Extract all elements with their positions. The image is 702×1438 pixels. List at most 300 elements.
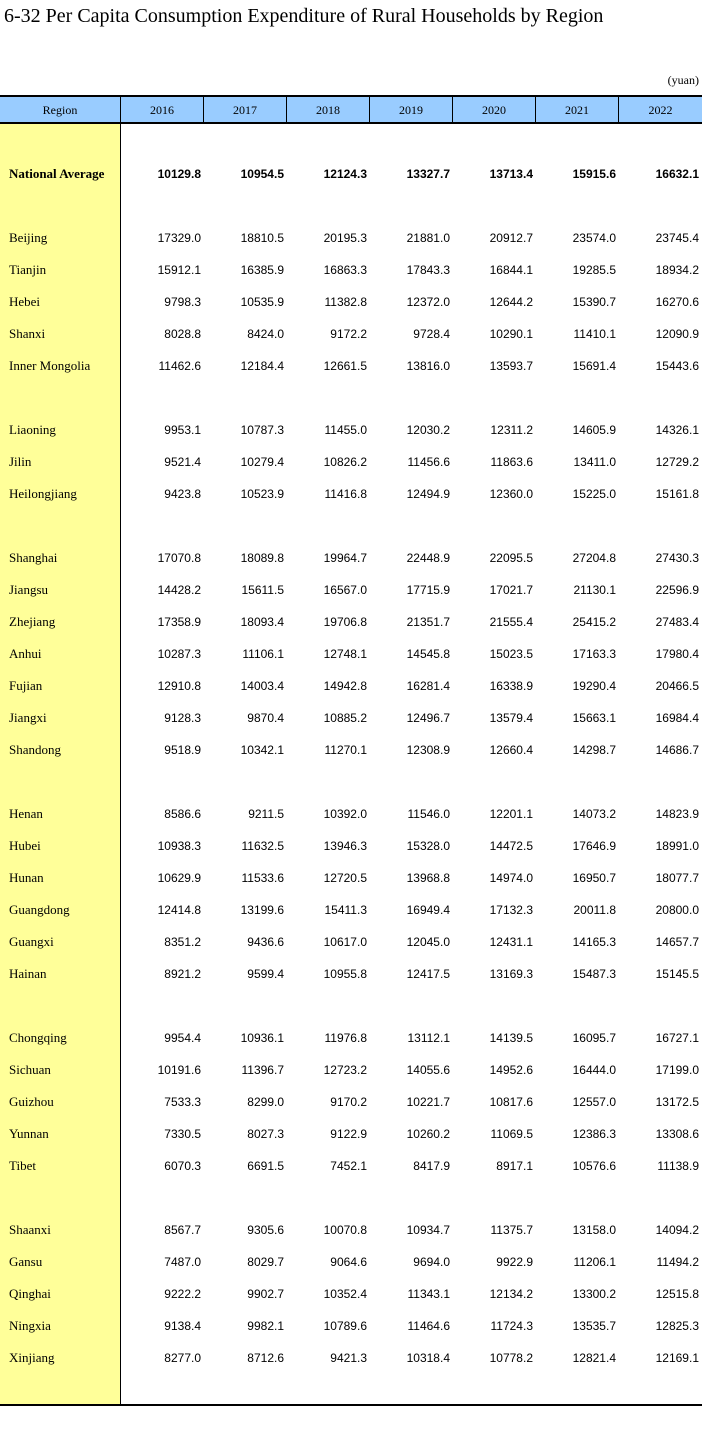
value-cell: 6691.5 bbox=[247, 1159, 284, 1173]
table-row bbox=[0, 1284, 702, 1304]
value-cell: 8029.7 bbox=[247, 1255, 284, 1269]
value-cell: 14003.4 bbox=[240, 679, 284, 693]
value-cell: 9902.7 bbox=[247, 1287, 284, 1301]
value-cell: 12045.0 bbox=[406, 935, 450, 949]
value-cell: 13579.4 bbox=[489, 711, 533, 725]
value-cell: 10352.4 bbox=[323, 1287, 367, 1301]
value-cell: 14657.7 bbox=[655, 935, 699, 949]
value-cell: 12417.5 bbox=[406, 967, 450, 981]
value-cell: 14139.5 bbox=[489, 1031, 533, 1045]
value-cell: 9518.9 bbox=[164, 743, 201, 757]
value-cell: 12496.7 bbox=[406, 711, 450, 725]
value-cell: 20195.3 bbox=[323, 231, 367, 245]
header-year: 2016 bbox=[121, 97, 204, 122]
table-row bbox=[0, 836, 702, 856]
page-title: 6-32 Per Capita Consumption Expenditure of Rural Households by Region bbox=[4, 5, 604, 27]
value-cell: 14055.6 bbox=[406, 1063, 450, 1077]
value-cell: 20466.5 bbox=[655, 679, 699, 693]
value-cell: 9694.0 bbox=[413, 1255, 450, 1269]
value-cell: 9064.6 bbox=[330, 1255, 367, 1269]
value-cell: 15225.0 bbox=[572, 487, 616, 501]
value-cell: 8917.1 bbox=[496, 1159, 533, 1173]
value-cell: 17199.0 bbox=[655, 1063, 699, 1077]
value-cell: 10290.1 bbox=[489, 327, 533, 341]
value-cell: 12644.2 bbox=[489, 295, 533, 309]
value-cell: 12169.1 bbox=[655, 1351, 699, 1365]
value-cell: 12134.2 bbox=[489, 1287, 533, 1301]
value-cell: 11724.3 bbox=[490, 1319, 533, 1333]
region-name: Liaoning bbox=[9, 422, 56, 437]
table-row bbox=[0, 1252, 702, 1272]
value-cell: 16844.1 bbox=[489, 263, 533, 277]
table-row bbox=[0, 420, 702, 440]
table-row bbox=[0, 740, 702, 760]
value-cell: 9798.3 bbox=[164, 295, 201, 309]
table-row bbox=[0, 1156, 702, 1176]
value-cell: 19285.5 bbox=[572, 263, 616, 277]
value-cell: 14428.2 bbox=[157, 583, 201, 597]
value-cell: 12414.8 bbox=[157, 903, 201, 917]
value-cell: 11270.1 bbox=[324, 743, 367, 757]
table-row bbox=[0, 260, 702, 280]
value-cell: 15411.3 bbox=[324, 903, 367, 917]
unit-label: (yuan) bbox=[667, 73, 699, 87]
value-cell: 12748.1 bbox=[323, 647, 367, 661]
region-name: Guangxi bbox=[9, 934, 54, 949]
region-name: Chongqing bbox=[9, 1030, 67, 1045]
header-year: 2019 bbox=[370, 97, 453, 122]
value-cell: 9922.9 bbox=[496, 1255, 533, 1269]
value-cell: 14165.3 bbox=[572, 935, 616, 949]
value-cell: 11206.1 bbox=[573, 1255, 616, 1269]
value-cell: 13172.5 bbox=[655, 1095, 699, 1109]
table-row bbox=[0, 1124, 702, 1144]
value-cell: 21881.0 bbox=[406, 231, 450, 245]
value-cell: 13112.1 bbox=[407, 1031, 450, 1045]
value-cell: 8586.6 bbox=[164, 807, 201, 821]
value-cell: 9170.2 bbox=[330, 1095, 367, 1109]
value-cell: 10279.4 bbox=[240, 455, 284, 469]
value-cell: 15328.0 bbox=[406, 839, 450, 853]
table-row bbox=[0, 868, 702, 888]
value-cell: 15390.7 bbox=[572, 295, 616, 309]
value-cell: 11546.0 bbox=[407, 807, 450, 821]
region-name: Zhejiang bbox=[9, 614, 56, 629]
value-cell: 10070.8 bbox=[323, 1223, 367, 1237]
value-cell: 15611.5 bbox=[241, 583, 284, 597]
value-cell: 12821.4 bbox=[572, 1351, 616, 1365]
value-cell: 12910.8 bbox=[157, 679, 201, 693]
value-cell: 10535.9 bbox=[240, 295, 284, 309]
region-name: Heilongjiang bbox=[9, 486, 77, 501]
value-cell: 11416.8 bbox=[324, 487, 367, 501]
value-cell: 11106.1 bbox=[242, 647, 284, 661]
value-cell: 27430.3 bbox=[655, 551, 699, 565]
value-cell: 15487.3 bbox=[572, 967, 616, 981]
value-cell: 8921.2 bbox=[164, 967, 201, 981]
value-cell: 10936.1 bbox=[240, 1031, 284, 1045]
value-cell: 20912.7 bbox=[489, 231, 533, 245]
value-cell: 10934.7 bbox=[406, 1223, 450, 1237]
header-region: Region bbox=[0, 97, 121, 122]
value-cell: 14605.9 bbox=[572, 423, 616, 437]
region-name: Sichuan bbox=[9, 1062, 51, 1077]
value-cell: 12557.0 bbox=[572, 1095, 616, 1109]
value-cell: 9421.3 bbox=[330, 1351, 367, 1365]
region-name: Beijing bbox=[9, 230, 48, 245]
value-cell: 11343.1 bbox=[407, 1287, 450, 1301]
region-name: Shandong bbox=[9, 742, 61, 757]
value-cell: 18810.5 bbox=[240, 231, 284, 245]
region-name: Henan bbox=[9, 806, 43, 821]
value-cell: 12661.5 bbox=[323, 359, 367, 373]
region-name: Guangdong bbox=[9, 902, 70, 917]
region-name: Inner Mongolia bbox=[9, 358, 91, 373]
value-cell: 13169.3 bbox=[489, 967, 533, 981]
value-cell: 14326.1 bbox=[655, 423, 699, 437]
value-cell: 17646.9 bbox=[572, 839, 616, 853]
value-cell: 19964.7 bbox=[323, 551, 367, 565]
value-cell: 15915.6 bbox=[572, 167, 616, 181]
header-year: 2017 bbox=[204, 97, 287, 122]
value-cell: 12386.3 bbox=[572, 1127, 616, 1141]
value-cell: 9953.1 bbox=[164, 423, 201, 437]
value-cell: 10629.9 bbox=[157, 871, 201, 885]
value-cell: 12201.1 bbox=[489, 807, 533, 821]
value-cell: 13713.4 bbox=[489, 167, 533, 181]
value-cell: 12030.2 bbox=[406, 423, 450, 437]
value-cell: 10938.3 bbox=[157, 839, 201, 853]
value-cell: 11455.0 bbox=[324, 423, 367, 437]
table-row bbox=[0, 644, 702, 664]
data-table bbox=[0, 95, 702, 1406]
table-row bbox=[0, 804, 702, 824]
table-row bbox=[0, 1348, 702, 1368]
value-cell: 16270.6 bbox=[655, 295, 699, 309]
value-cell: 16567.0 bbox=[323, 583, 367, 597]
value-cell: 10955.8 bbox=[323, 967, 367, 981]
value-cell: 18089.8 bbox=[240, 551, 284, 565]
value-cell: 10221.7 bbox=[406, 1095, 450, 1109]
value-cell: 14823.9 bbox=[655, 807, 699, 821]
value-cell: 13535.7 bbox=[572, 1319, 616, 1333]
value-cell: 10885.2 bbox=[323, 711, 367, 725]
value-cell: 16338.9 bbox=[489, 679, 533, 693]
value-cell: 13593.7 bbox=[489, 359, 533, 373]
value-cell: 11396.7 bbox=[241, 1063, 284, 1077]
value-cell: 16984.4 bbox=[655, 711, 699, 725]
header-year: 2022 bbox=[648, 103, 673, 117]
value-cell: 14298.7 bbox=[572, 743, 616, 757]
value-cell: 18991.0 bbox=[655, 839, 699, 853]
table-row bbox=[0, 676, 702, 696]
value-cell: 9211.5 bbox=[248, 807, 284, 821]
table-row bbox=[0, 932, 702, 952]
value-cell: 10287.3 bbox=[157, 647, 201, 661]
value-cell: 16727.1 bbox=[655, 1031, 699, 1045]
value-cell: 8299.0 bbox=[247, 1095, 284, 1109]
value-cell: 13968.8 bbox=[406, 871, 450, 885]
value-cell: 13300.2 bbox=[572, 1287, 616, 1301]
table-row bbox=[0, 708, 702, 728]
header-year: 2018 bbox=[287, 97, 370, 122]
value-cell: 17132.3 bbox=[489, 903, 533, 917]
value-cell: 12720.5 bbox=[323, 871, 367, 885]
value-cell: 18077.7 bbox=[655, 871, 699, 885]
value-cell: 8424.0 bbox=[247, 327, 284, 341]
value-cell: 18934.2 bbox=[655, 263, 699, 277]
value-cell: 19290.4 bbox=[572, 679, 616, 693]
value-cell: 12372.0 bbox=[406, 295, 450, 309]
value-cell: 11464.6 bbox=[407, 1319, 450, 1333]
value-cell: 9436.6 bbox=[247, 935, 284, 949]
value-cell: 15145.5 bbox=[655, 967, 699, 981]
value-cell: 17843.3 bbox=[406, 263, 450, 277]
value-cell: 10954.5 bbox=[240, 167, 284, 181]
value-cell: 8567.7 bbox=[164, 1223, 201, 1237]
region-name: Ningxia bbox=[9, 1318, 51, 1333]
table-row bbox=[0, 452, 702, 472]
value-cell: 13411.0 bbox=[573, 455, 616, 469]
value-cell: 13199.6 bbox=[240, 903, 284, 917]
value-cell: 13946.3 bbox=[323, 839, 367, 853]
value-cell: 11494.2 bbox=[656, 1255, 699, 1269]
value-cell: 27204.8 bbox=[572, 551, 616, 565]
region-name: Jilin bbox=[9, 454, 32, 469]
table-row bbox=[0, 964, 702, 984]
table-bottom-rule bbox=[0, 1404, 702, 1406]
value-cell: 21351.7 bbox=[406, 615, 450, 629]
value-cell: 12360.0 bbox=[489, 487, 533, 501]
region-name: Jiangxi bbox=[9, 710, 47, 725]
value-cell: 16095.7 bbox=[572, 1031, 616, 1045]
table-row bbox=[0, 1060, 702, 1080]
table-row bbox=[0, 1220, 702, 1240]
value-cell: 6070.3 bbox=[164, 1159, 201, 1173]
value-cell: 12311.2 bbox=[490, 423, 533, 437]
value-cell: 19706.8 bbox=[323, 615, 367, 629]
table-row bbox=[0, 324, 702, 344]
value-cell: 10342.1 bbox=[240, 743, 284, 757]
value-cell: 17070.8 bbox=[157, 551, 201, 565]
value-cell: 11456.6 bbox=[407, 455, 450, 469]
value-cell: 10787.3 bbox=[240, 423, 284, 437]
value-cell: 11410.1 bbox=[573, 327, 616, 341]
table-row bbox=[0, 1092, 702, 1112]
value-cell: 11375.7 bbox=[490, 1223, 533, 1237]
value-cell: 8028.8 bbox=[164, 327, 201, 341]
value-cell: 14094.2 bbox=[655, 1223, 699, 1237]
value-cell: 13327.7 bbox=[406, 167, 450, 181]
value-cell: 10392.0 bbox=[323, 807, 367, 821]
region-name: Qinghai bbox=[9, 1286, 51, 1301]
value-cell: 25415.2 bbox=[572, 615, 616, 629]
value-cell: 8277.0 bbox=[164, 1351, 201, 1365]
value-cell: 10523.9 bbox=[240, 487, 284, 501]
value-cell: 14952.6 bbox=[489, 1063, 533, 1077]
value-cell: 12660.4 bbox=[489, 743, 533, 757]
value-cell: 10817.6 bbox=[489, 1095, 533, 1109]
value-cell: 10826.2 bbox=[323, 455, 367, 469]
value-cell: 23745.4 bbox=[655, 231, 699, 245]
value-cell: 11863.6 bbox=[490, 455, 533, 469]
value-cell: 10191.6 bbox=[157, 1063, 201, 1077]
value-cell: 27483.4 bbox=[655, 615, 699, 629]
region-name: Tianjin bbox=[9, 262, 47, 277]
value-cell: 17715.9 bbox=[406, 583, 450, 597]
value-cell: 17021.7 bbox=[489, 583, 533, 597]
value-cell: 9122.9 bbox=[330, 1127, 367, 1141]
value-cell: 21555.4 bbox=[489, 615, 533, 629]
table-header bbox=[0, 95, 702, 124]
value-cell: 17980.4 bbox=[655, 647, 699, 661]
header-year: 2020 bbox=[453, 97, 536, 122]
region-name: Guizhou bbox=[9, 1094, 54, 1109]
value-cell: 12723.2 bbox=[323, 1063, 367, 1077]
value-cell: 11632.5 bbox=[241, 839, 284, 853]
region-name: Anhui bbox=[9, 646, 42, 661]
value-cell: 9982.1 bbox=[247, 1319, 284, 1333]
region-name: Yunnan bbox=[9, 1126, 49, 1141]
value-cell: 9138.4 bbox=[164, 1319, 201, 1333]
value-cell: 23574.0 bbox=[572, 231, 616, 245]
value-cell: 16950.7 bbox=[572, 871, 616, 885]
header-year: 2021 bbox=[536, 97, 619, 122]
value-cell: 9521.4 bbox=[164, 455, 201, 469]
value-cell: 22448.9 bbox=[406, 551, 450, 565]
value-cell: 22596.9 bbox=[655, 583, 699, 597]
value-cell: 14942.8 bbox=[323, 679, 367, 693]
value-cell: 9128.3 bbox=[164, 711, 201, 725]
value-cell: 7487.0 bbox=[164, 1255, 201, 1269]
region-name: National Average bbox=[9, 166, 105, 181]
value-cell: 13816.0 bbox=[406, 359, 450, 373]
value-cell: 17163.3 bbox=[572, 647, 616, 661]
value-cell: 13158.0 bbox=[572, 1223, 616, 1237]
value-cell: 9870.4 bbox=[247, 711, 284, 725]
value-cell: 9305.6 bbox=[247, 1223, 284, 1237]
value-cell: 7330.5 bbox=[164, 1127, 201, 1141]
value-cell: 16949.4 bbox=[406, 903, 450, 917]
region-name: Hebei bbox=[9, 294, 41, 309]
value-cell: 8712.6 bbox=[247, 1351, 284, 1365]
table-row bbox=[0, 900, 702, 920]
value-cell: 16385.9 bbox=[240, 263, 284, 277]
value-cell: 9423.8 bbox=[164, 487, 201, 501]
region-name: Fujian bbox=[9, 678, 43, 693]
value-cell: 9954.4 bbox=[164, 1031, 201, 1045]
value-cell: 8417.9 bbox=[413, 1159, 450, 1173]
value-cell: 13308.6 bbox=[655, 1127, 699, 1141]
value-cell: 10617.0 bbox=[323, 935, 367, 949]
table-row bbox=[0, 1316, 702, 1336]
value-cell: 10778.2 bbox=[489, 1351, 533, 1365]
region-name: Tibet bbox=[9, 1158, 36, 1173]
value-cell: 11462.6 bbox=[158, 359, 201, 373]
value-cell: 8027.3 bbox=[247, 1127, 284, 1141]
value-cell: 10789.6 bbox=[323, 1319, 367, 1333]
table-row bbox=[0, 356, 702, 376]
region-name: Shanxi bbox=[9, 326, 46, 341]
value-cell: 12825.3 bbox=[655, 1319, 699, 1333]
table-row bbox=[0, 548, 702, 568]
region-name: Jiangsu bbox=[9, 582, 48, 597]
value-cell: 21130.1 bbox=[573, 583, 616, 597]
value-cell: 16444.0 bbox=[572, 1063, 616, 1077]
table-row bbox=[0, 612, 702, 632]
value-cell: 15691.4 bbox=[572, 359, 616, 373]
value-cell: 14545.8 bbox=[406, 647, 450, 661]
value-cell: 16281.4 bbox=[406, 679, 450, 693]
value-cell: 8351.2 bbox=[164, 935, 201, 949]
value-cell: 20011.8 bbox=[573, 903, 616, 917]
region-name: Xinjiang bbox=[9, 1350, 55, 1365]
value-cell: 12729.2 bbox=[655, 455, 699, 469]
value-cell: 9222.2 bbox=[164, 1287, 201, 1301]
value-cell: 10576.6 bbox=[572, 1159, 616, 1173]
table-row bbox=[0, 484, 702, 504]
value-cell: 22095.5 bbox=[489, 551, 533, 565]
value-cell: 12184.4 bbox=[240, 359, 284, 373]
table-row bbox=[0, 164, 702, 184]
value-cell: 11069.5 bbox=[490, 1127, 533, 1141]
value-cell: 12308.9 bbox=[406, 743, 450, 757]
region-name: Gansu bbox=[9, 1254, 43, 1269]
region-name: Hubei bbox=[9, 838, 41, 853]
value-cell: 14073.2 bbox=[572, 807, 616, 821]
value-cell: 12431.1 bbox=[489, 935, 533, 949]
value-cell: 16632.1 bbox=[655, 167, 699, 181]
value-cell: 14974.0 bbox=[489, 871, 533, 885]
value-cell: 11533.6 bbox=[241, 871, 284, 885]
region-name: Hunan bbox=[9, 870, 44, 885]
table-row bbox=[0, 228, 702, 248]
value-cell: 15443.6 bbox=[655, 359, 699, 373]
value-cell: 12494.9 bbox=[406, 487, 450, 501]
value-cell: 15663.1 bbox=[572, 711, 616, 725]
region-column-background bbox=[0, 124, 121, 1404]
region-name: Hainan bbox=[9, 966, 47, 981]
value-cell: 14686.7 bbox=[655, 743, 699, 757]
value-cell: 9172.2 bbox=[330, 327, 367, 341]
value-cell: 15912.1 bbox=[157, 263, 201, 277]
value-cell: 12124.3 bbox=[323, 167, 367, 181]
value-cell: 10260.2 bbox=[406, 1127, 450, 1141]
value-cell: 17329.0 bbox=[157, 231, 201, 245]
value-cell: 9599.4 bbox=[247, 967, 284, 981]
value-cell: 18093.4 bbox=[240, 615, 284, 629]
value-cell: 7533.3 bbox=[164, 1095, 201, 1109]
value-cell: 15023.5 bbox=[489, 647, 533, 661]
value-cell: 20800.0 bbox=[655, 903, 699, 917]
region-name: Shanghai bbox=[9, 550, 58, 565]
value-cell: 15161.8 bbox=[655, 487, 699, 501]
table-row bbox=[0, 580, 702, 600]
value-cell: 7452.1 bbox=[330, 1159, 367, 1173]
value-cell: 14472.5 bbox=[489, 839, 533, 853]
table-row bbox=[0, 1028, 702, 1048]
value-cell: 12090.9 bbox=[655, 327, 699, 341]
value-cell: 11382.8 bbox=[324, 295, 367, 309]
table-row bbox=[0, 292, 702, 312]
value-cell: 16863.3 bbox=[323, 263, 367, 277]
value-cell: 12515.8 bbox=[655, 1287, 699, 1301]
region-name: Shaanxi bbox=[9, 1222, 51, 1237]
value-cell: 11138.9 bbox=[657, 1159, 699, 1173]
value-cell: 17358.9 bbox=[157, 615, 201, 629]
value-cell: 9728.4 bbox=[413, 327, 450, 341]
value-cell: 10129.8 bbox=[157, 167, 201, 181]
